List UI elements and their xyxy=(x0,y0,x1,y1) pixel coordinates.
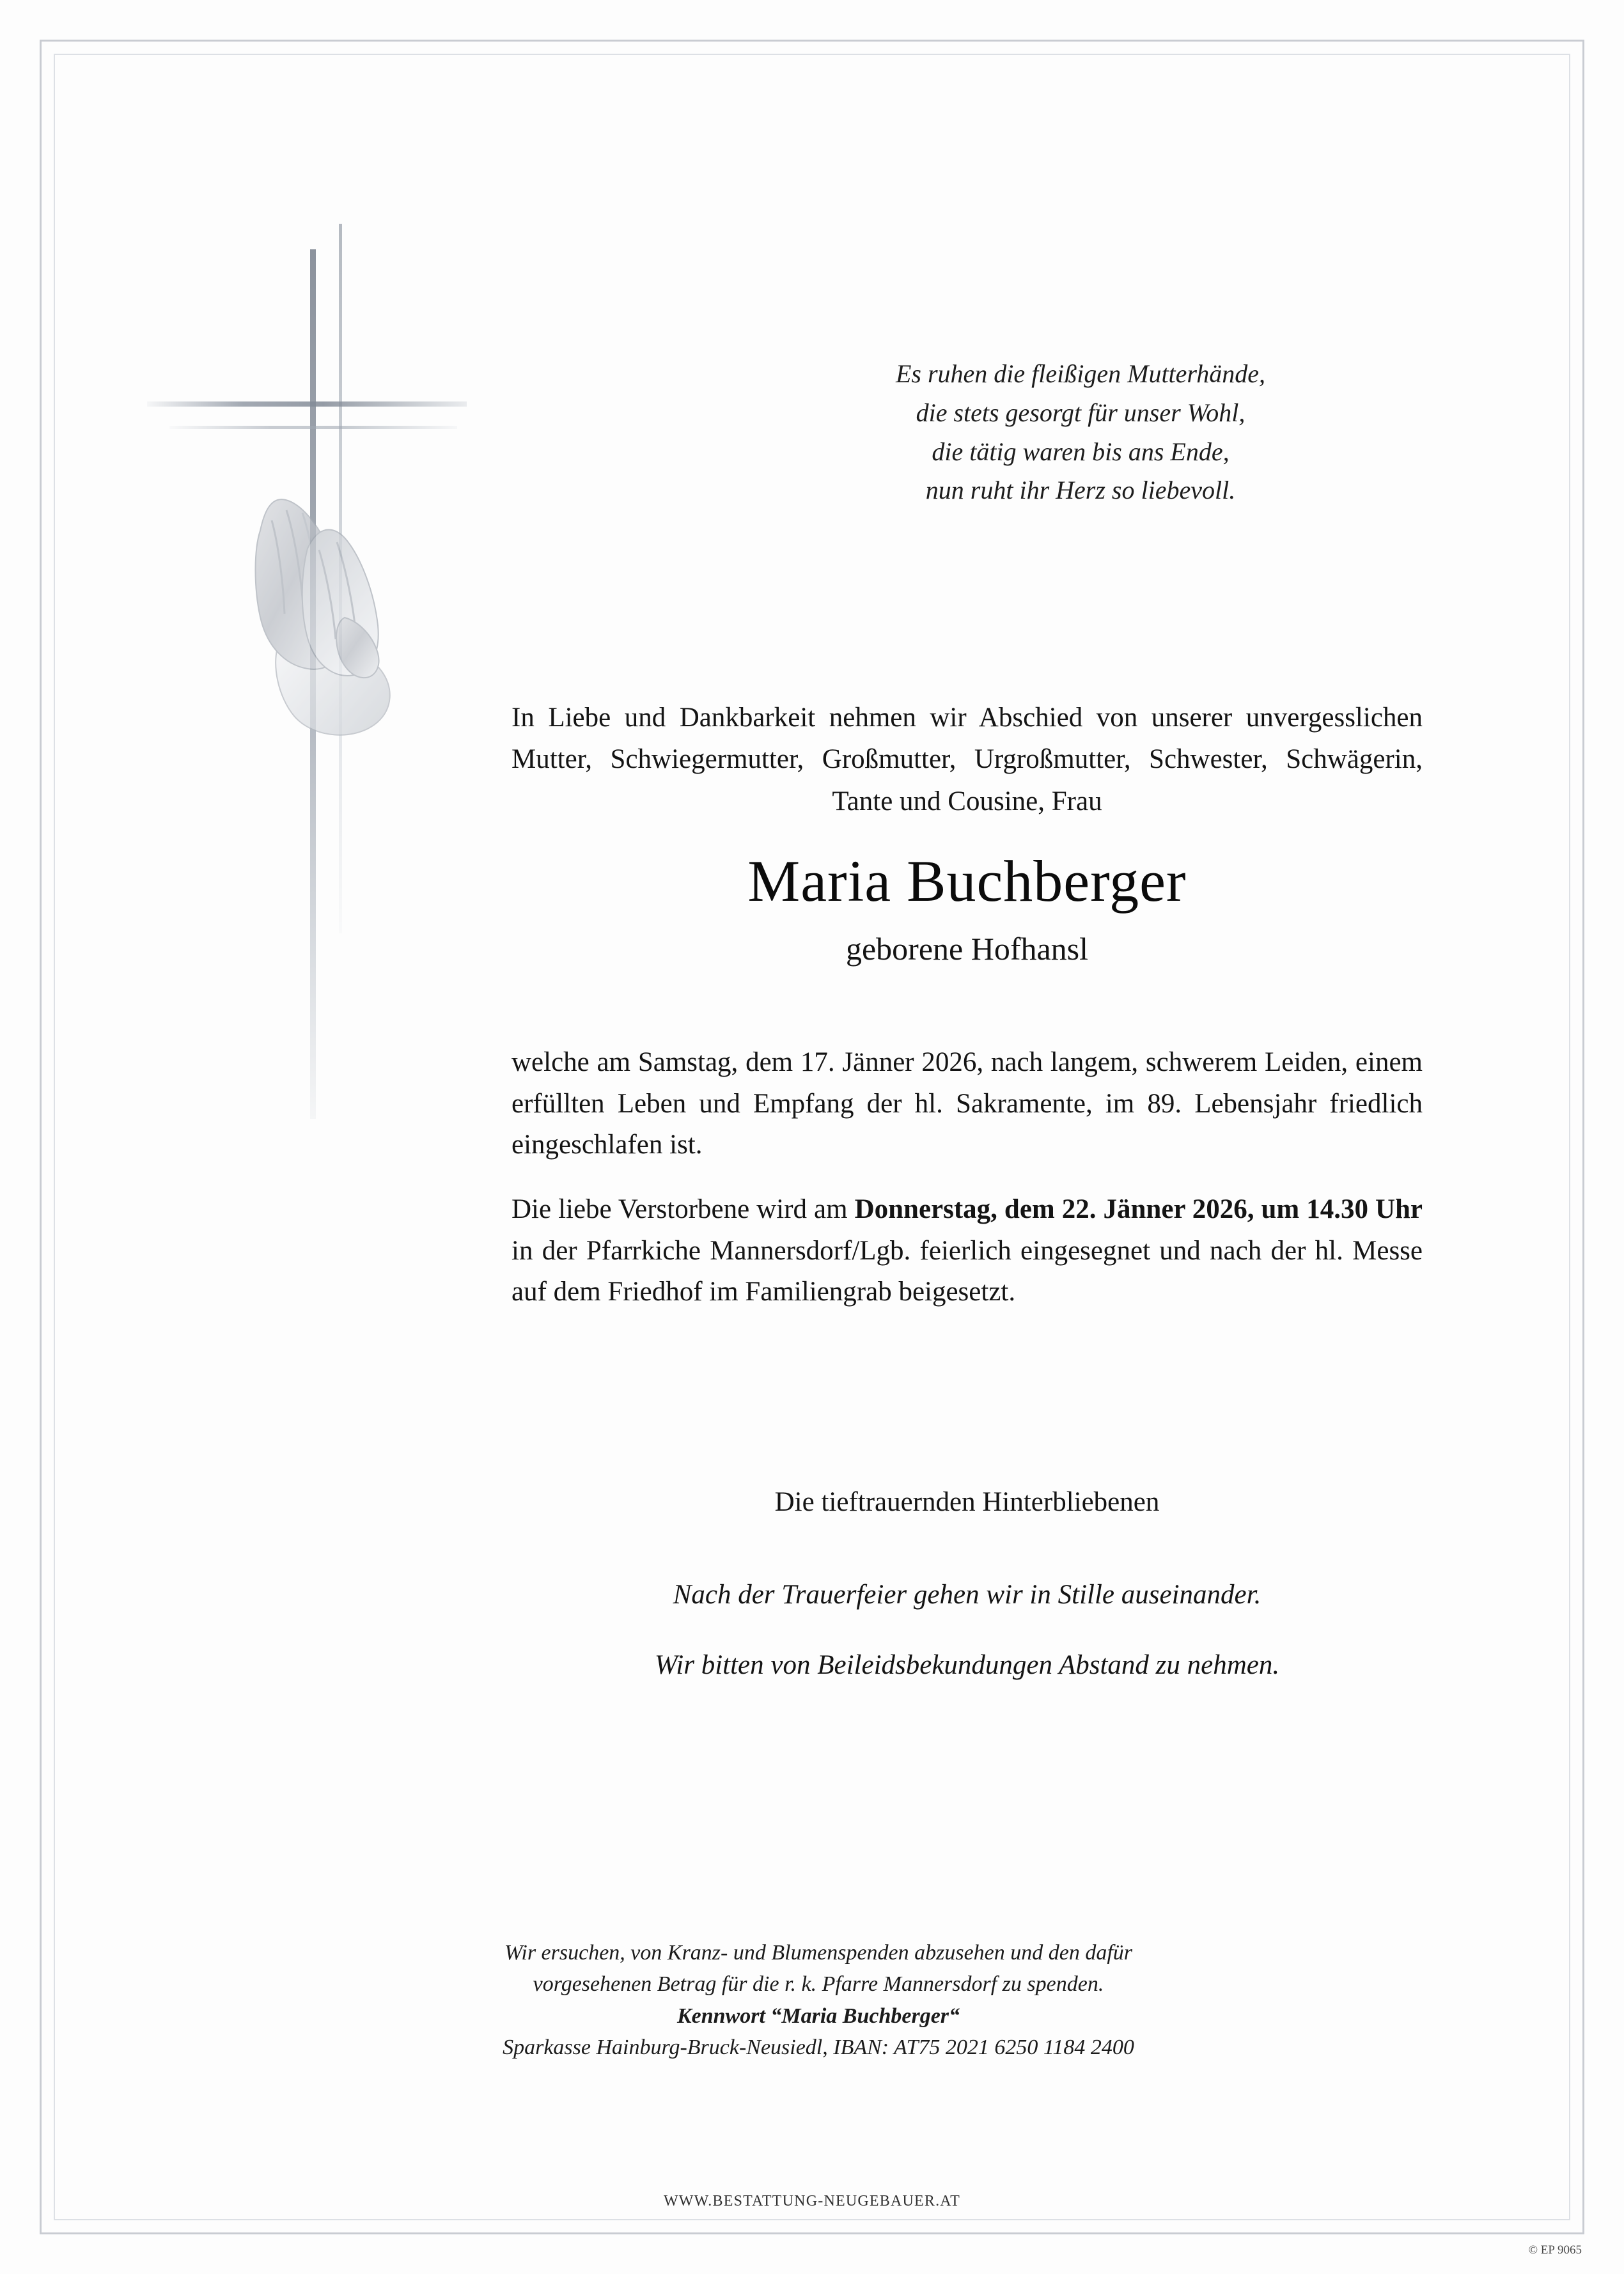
note-no-condolences: Wir bitten von Beileidsbekundungen Abstand zu nehmen. xyxy=(654,1650,1280,1680)
print-credit: © EP 9065 xyxy=(1528,2243,1582,2257)
funeral-details xyxy=(511,1189,1423,1313)
death-details: welche am Samstag, dem 17. Jänner 2026, nach langem, schwerem Leiden, einem erfüllten Leben und Empfang der hl. Sakramente, im 89. Lebensjahr friedlich eingeschlafen ist. xyxy=(511,1047,1423,1160)
memorial-graphic xyxy=(147,224,543,1151)
deceased-maiden-name: geborene Hofhansl xyxy=(845,931,1089,967)
donation-bank-details: Sparkasse Hainburg-Bruck-Neusiedl, IBAN: AT75 2021 6250 1184 2400 xyxy=(503,2035,1134,2059)
verse-line-4: nun ruht ihr Herz so liebevoll. xyxy=(925,476,1236,505)
funeral-datetime: Donnerstag, dem 22. Jänner 2026, um 14.30 Uhr xyxy=(854,1194,1423,1224)
deceased-name: Maria Buchberger xyxy=(747,848,1187,914)
donation-line-1: Wir ersuchen, von Kranz- und Blumenspenden abzusehen und den dafür xyxy=(504,1941,1133,1965)
note-quiet-departure: Nach der Trauerfeier gehen wir in Stille auseinander. xyxy=(673,1580,1261,1610)
intro-text: In Liebe und Dankbarkeit nehmen wir Abschied von unserer unvergesslichen Mutter, Schwiegermutter, Großmutter, Urgroßmutter, Schwester, Schwägerin, Tante und Cousine, Frau xyxy=(511,703,1423,816)
cross-icon-crossbar-shadow xyxy=(169,426,457,429)
praying-hands-icon xyxy=(182,454,438,742)
verse-line-2: die stets gesorgt für unser Wohl, xyxy=(916,398,1245,427)
funeral-home-website: WWW.BESTATTUNG-NEUGEBAUER.AT xyxy=(663,2193,961,2209)
verse-line-3: die tätig waren bis ans Ende, xyxy=(932,437,1230,466)
donation-request xyxy=(358,1937,1279,2063)
cross-icon-crossbar xyxy=(147,401,467,407)
funeral-lead: Die liebe Verstorbene wird am xyxy=(511,1194,855,1224)
donation-keyword: Kennwort “Maria Buchberger“ xyxy=(676,2004,960,2028)
verse-line-1: Es ruhen die fleißigen Mutterhände, xyxy=(895,359,1266,388)
memorial-verse xyxy=(703,355,1458,510)
mourners-line: Die tieftrauernden Hinterbliebenen xyxy=(774,1487,1160,1517)
donation-line-2: vorgesehenen Betrag für die r. k. Pfarre Mannersdorf zu spenden. xyxy=(533,1972,1104,1997)
funeral-tail: in der Pfarrkiche Mannersdorf/Lgb. feierlich eingesegnet und nach der hl. Messe auf dem Friedhof im Familiengrab beigesetzt. xyxy=(511,1235,1423,1307)
